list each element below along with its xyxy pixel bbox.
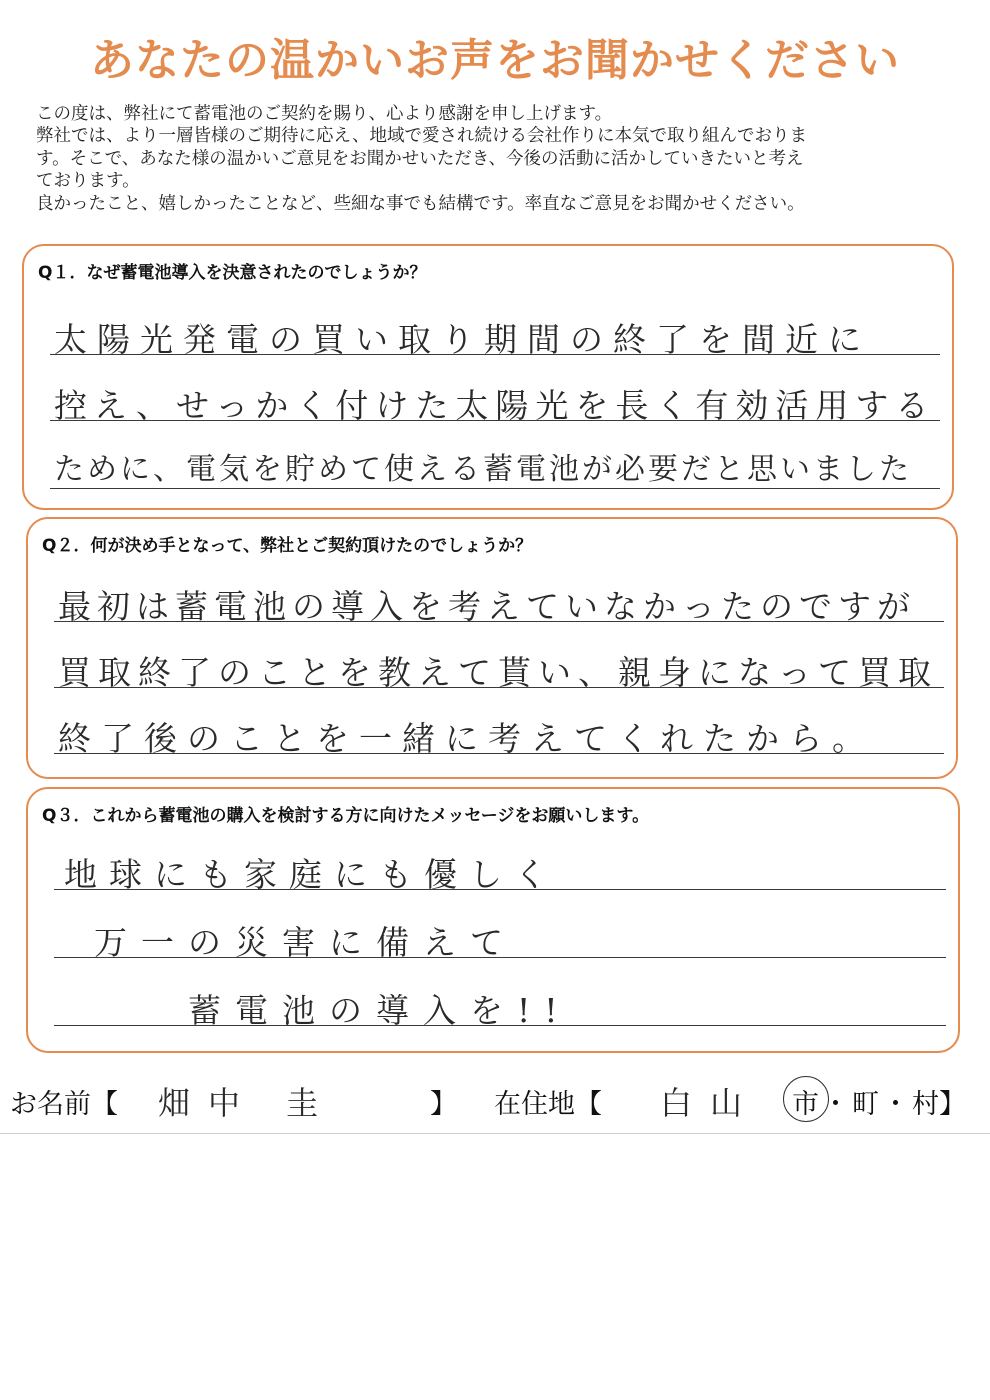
answer-rule <box>54 889 946 890</box>
answer-line: 地球にも家庭にも優しく <box>64 855 559 894</box>
separator: ・ <box>882 1089 909 1120</box>
answer-rule <box>54 1025 946 1026</box>
answer-line: 控え、せっかく付けた太陽光を長く有効活用する <box>54 386 936 425</box>
question-box-q3 <box>26 787 960 1053</box>
answer-line: 終了後のことを一緒に考えてくれたから。 <box>58 719 875 758</box>
name-value: 畑中 圭 <box>158 1084 337 1122</box>
name-label: お名前【 <box>10 1089 118 1120</box>
question-box-q1 <box>22 244 954 510</box>
question-label: Q２．何が決め手となって、弊社とご契約頂けたのでしょうか？ <box>42 536 533 556</box>
answer-rule <box>54 621 944 622</box>
answer-rule <box>54 753 944 754</box>
page-title: あなたの温かいお声をお聞かせください <box>90 35 900 86</box>
town-option: 町 <box>852 1089 879 1120</box>
answer-line: ために、電気を貯めて使える蓄電池が必要だと思いました <box>54 452 912 487</box>
answer-rule <box>50 488 940 489</box>
intro-line: 良かったこと、嬉しかったことなど、些細な事でも結構です。率直なご意見をお聞かせください。 <box>36 193 805 214</box>
answer-rule <box>50 420 940 421</box>
footer-divider <box>0 1133 990 1134</box>
name-close-bracket: 】 <box>430 1089 457 1120</box>
footer-info <box>0 1068 990 1128</box>
question-label: Q１．なぜ蓄電池導入を決意されたのでしょうか？ <box>38 263 427 283</box>
answer-line: 太陽光発電の買い取り期間の終了を間近に <box>54 320 871 359</box>
intro-line: この度は、弊社にて蓄電池のご契約を賜り、心より感謝を申し上げます。 <box>36 104 613 124</box>
intro-text <box>36 103 966 215</box>
village-option: 村】 <box>912 1089 966 1120</box>
answer-line: 蓄電池の導入を!! <box>188 991 572 1030</box>
address-value: 白山 <box>660 1084 761 1122</box>
city-option: 市 <box>792 1089 819 1120</box>
address-label: 在住地【 <box>494 1089 602 1120</box>
intro-line: 弊社では、より一層皆様のご期待に応え、地域で愛され続ける会社作りに本気で取り組んでおりま <box>36 126 808 147</box>
answer-line: 買取終了のことを教えて貰い、親身になって買取 <box>58 653 938 692</box>
answer-rule <box>54 957 946 958</box>
answer-rule <box>54 687 944 688</box>
question-box-q2 <box>26 517 958 779</box>
question-label: Q３．これから蓄電池の購入を検討する方に向けたメッセージをお願いします。 <box>42 806 650 826</box>
answer-line: 万一の災害に備えて <box>94 923 517 962</box>
answer-line: 最初は蓄電池の導入を考えていなかったのですが <box>58 587 916 626</box>
answer-rule <box>50 354 940 355</box>
intro-line: ております。 <box>36 171 140 192</box>
separator: ・ <box>822 1089 849 1120</box>
intro-line: す。そこで、あなた様の温かいご意見をお聞かせいただき、今後の活動に活かしていきたいと考え <box>36 148 804 169</box>
